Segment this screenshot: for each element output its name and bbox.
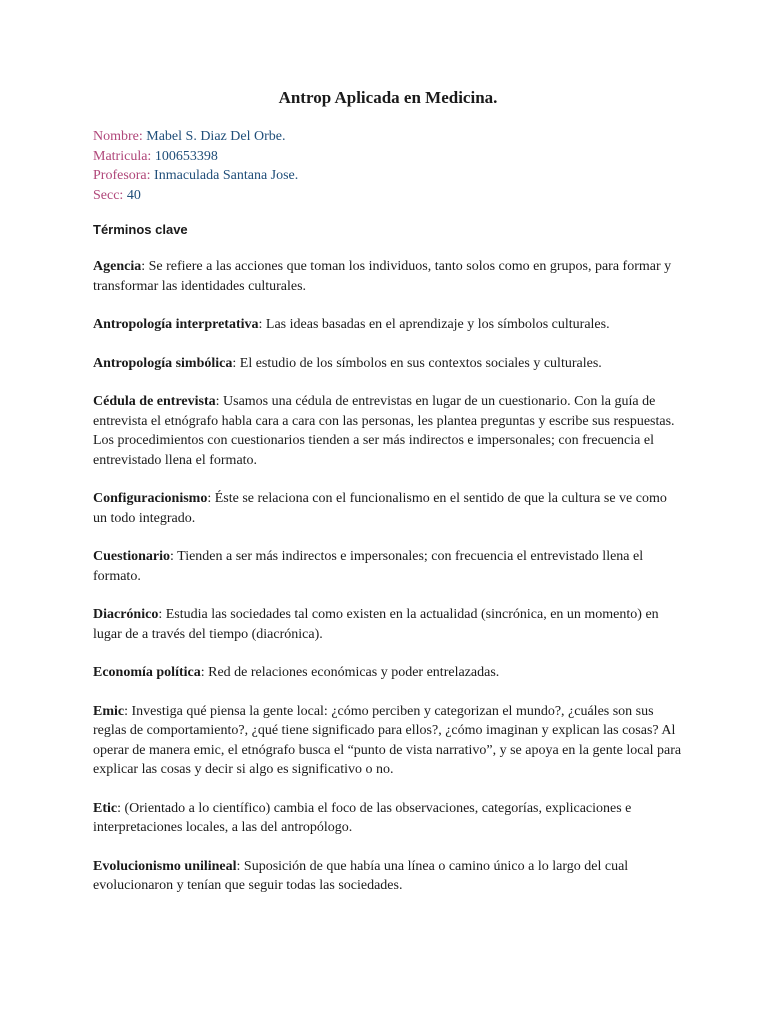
meta-row-profesora [93, 166, 298, 186]
term-entry [93, 354, 683, 374]
term-name: Emic [93, 703, 125, 719]
term-entry [93, 857, 683, 896]
term-name: Etic [93, 800, 118, 816]
term-entry [93, 547, 683, 586]
terms-list [93, 257, 683, 915]
term-definition: : Suposición de que había una línea o camino único a lo largo del cual evolucionaron y tenían que seguir todas las sociedades. [93, 858, 629, 893]
term-name: Cédula de entrevista [93, 394, 216, 409]
term-name: Configuracionismo [93, 491, 208, 506]
term-definition: : Éste se relaciona con el funcionalismo en el sentido de que la cultura se ve como un todo integrado. [93, 491, 667, 526]
meta-value: 100653398 [154, 148, 218, 164]
term-name: Cuestionario [93, 549, 170, 564]
meta-value: 40 [126, 187, 141, 203]
term-definition: : Estudia las sociedades tal como existen en la actualidad (sincrónica, en un momento) en lugar de a través del tiempo (diacrónica). [93, 607, 659, 642]
term-entry [93, 663, 683, 683]
term-name: Antropología simbólica [93, 355, 233, 371]
document-title: Antrop Aplicada en Medicina. [278, 88, 498, 107]
term-entry [93, 799, 683, 838]
student-info [93, 127, 298, 205]
term-entry [93, 392, 683, 470]
term-definition: : El estudio de los símbolos en sus contextos sociales y culturales. [232, 355, 602, 371]
term-name: Diacrónico [93, 607, 159, 622]
term-definition: : Usamos una cédula de entrevistas en lugar de un cuestionario. Con la guía de entrevista el etnógrafo habla cara a cara con las personas, les plantea preguntas y escribe sus respuestas. Los procedimientos con cuestionarios tienden a ser más indirectos e impersonales; con frecuencia el entrevistado llena el formato. [93, 394, 675, 468]
meta-label: Nombre: [93, 129, 143, 144]
term-entry [93, 489, 683, 528]
term-definition: : Las ideas basadas en el aprendizaje y los símbolos culturales. [258, 317, 610, 332]
meta-row-secc [93, 186, 298, 206]
term-definition: : (Orientado a lo científico) cambia el foco de las observaciones, categorías, explicaciones e interpretaciones locales, a las del antropólogo. [93, 800, 632, 835]
term-entry [93, 702, 683, 780]
meta-label: Profesora: [93, 168, 151, 183]
meta-label: Secc: [93, 187, 124, 203]
term-entry [93, 605, 683, 644]
term-entry [93, 257, 683, 296]
term-name: Antropología interpretativa [93, 317, 259, 332]
meta-row-nombre [93, 127, 298, 147]
meta-label: Matricula: [93, 148, 152, 164]
term-name: Evolucionismo unilineal [93, 858, 237, 874]
term-entry [93, 315, 683, 335]
term-name: Economía política [93, 665, 201, 680]
term-definition: : Se refiere a las acciones que toman los individuos, tanto solos como en grupos, para formar y transformar las identidades culturales. [93, 259, 672, 294]
meta-value: Mabel S. Diaz Del Orbe. [146, 129, 286, 144]
meta-row-matricula [93, 147, 298, 167]
term-name: Agencia [93, 259, 142, 274]
term-definition: : Red de relaciones económicas y poder entrelazadas. [200, 665, 500, 680]
term-definition: : Investiga qué piensa la gente local: ¿cómo perciben y categorizan el mundo?, ¿cuáles son sus reglas de comportamiento?, ¿qué tiene significado para ellos?, ¿cómo imaginan y explican las cosas? Al operar de manera emic, el etnógrafo busca el “punto de vista narrativo”, y se apoya en la gente local para explicar las cosas y decir si algo es significativo o no. [93, 703, 682, 777]
meta-value: Inmaculada Santana Jose. [154, 168, 299, 183]
term-definition: : Tienden a ser más indirectos e impersonales; con frecuencia el entrevistado llena el formato. [93, 549, 644, 584]
section-heading: Términos clave [93, 222, 188, 237]
